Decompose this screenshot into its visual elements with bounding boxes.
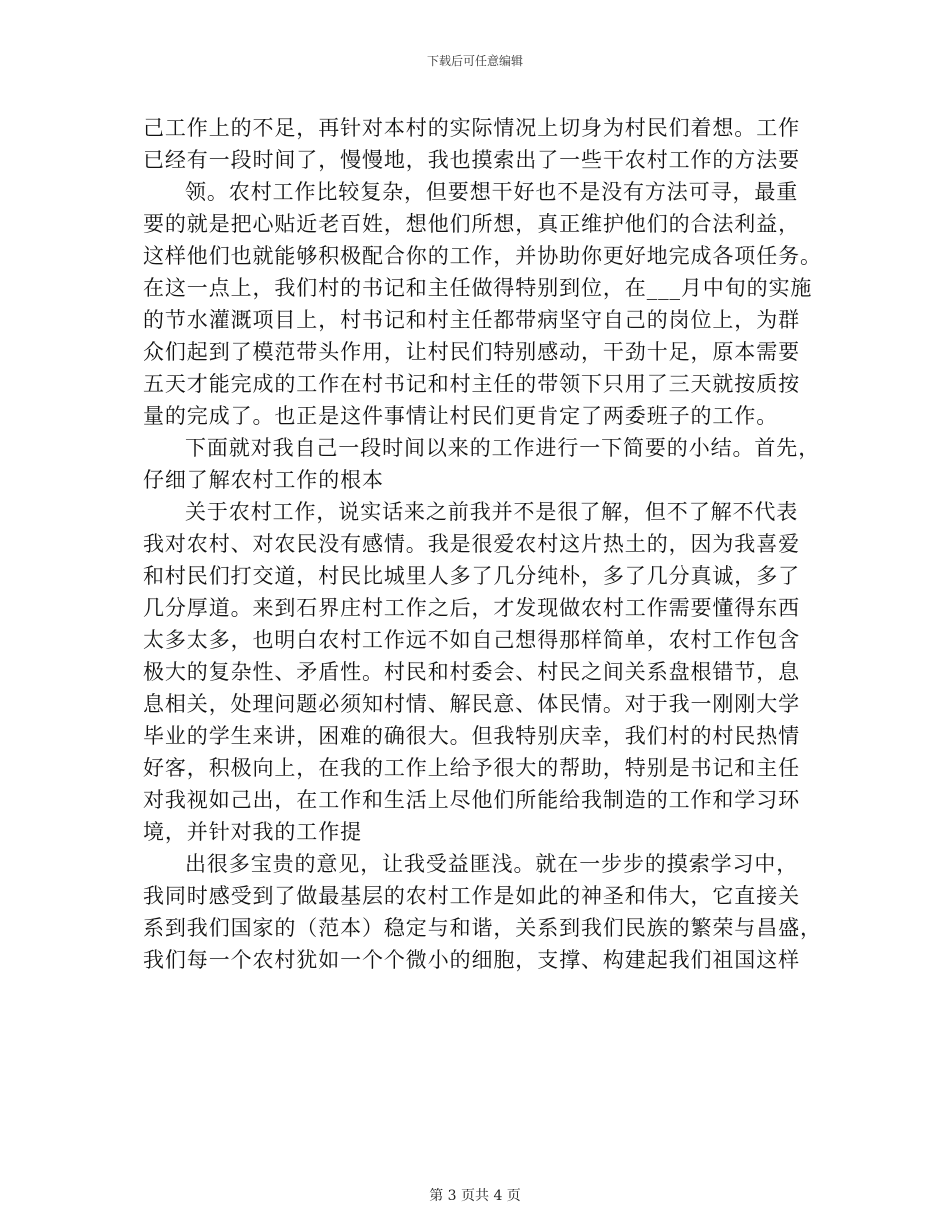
text-line: 关于农村工作，说实话来之前我并不是很了解，但不了解不代表 [185,500,799,524]
text-line: 五天才能完成的工作在村书记和村主任的带领下只用了三天就按质按 [143,372,800,396]
text-line: 的节水灌溉项目上，村书记和村主任都带病坚守自己的岗位上，为群 [143,308,800,332]
text-line: 要的就是把心贴近老百姓，想他们所想，真正维护他们的合法利益， [143,212,800,236]
text-line: 我们每一个农村犹如一个个微小的细胞，支撑、构建起我们祖国这样 [143,948,800,972]
text-line: 领。农村工作比较复杂，但要想干好也不是没有方法可寻，最重 [185,180,799,204]
page-footer: 第 3 页共 4 页 [429,1188,521,1204]
text-line: 我同时感受到了做最基层的农村工作是如此的神圣和伟大，它直接关 [143,884,800,908]
body-text [143,112,823,976]
text-line: 毕业的学生来讲，困难的确很大。但我特别庆幸，我们村的村民热情 [143,724,800,748]
text-line: 太多太多，也明白农村工作远不如自己想得那样简单，农村工作包含 [143,628,800,652]
text-line: 出很多宝贵的意见，让我受益匪浅。就在一步步的摸索学习中， [185,852,799,876]
text-line: 量的完成了。也正是这件事情让村民们更肯定了两委班子的工作。 [143,404,779,428]
text-line: 这样他们也就能够积极配合你的工作，并协助你更好地完成各项任务。 [143,244,822,268]
text-line: 在这一点上，我们村的书记和主任做得特别到位，在___月中旬的实施 [143,276,813,300]
text-line: 和村民们打交道，村民比城里人多了几分纯朴，多了几分真诚，多了 [143,564,800,588]
text-line: 好客，积极向上，在我的工作上给予很大的帮助，特别是书记和主任 [143,756,800,780]
page-header: 下载后可任意编辑 [426,54,523,68]
text-line: 境，并针对我的工作提 [143,820,362,844]
text-line: 系到我们国家的（范本）稳定与和谐，关系到我们民族的繁荣与昌盛， [143,916,822,940]
text-line: 我对农村、对农民没有感情。我是很爱农村这片热土的，因为我喜爱 [143,532,800,556]
text-line: 仔细了解农村工作的根本 [143,468,384,492]
text-line: 己工作上的不足，再针对本村的实际情况上切身为村民们着想。工作 [143,116,800,140]
text-line: 下面就对我自己一段时间以来的工作进行一下简要的小结。首先， [185,436,821,460]
text-line: 已经有一段时间了，慢慢地，我也摸索出了一些干农村工作的方法要 [143,148,800,172]
text-line: 息相关，处理问题必须知村情、解民意、体民情。对于我一刚刚大学 [143,692,800,716]
text-line: 众们起到了模范带头作用，让村民们特别感动，干劲十足，原本需要 [143,340,800,364]
text-line: 几分厚道。来到石界庄村工作之后，才发现做农村工作需要懂得东西 [143,596,800,620]
text-line: 极大的复杂性、矛盾性。村民和村委会、村民之间关系盘根错节，息 [143,660,800,684]
text-line: 对我视如己出，在工作和生活上尽他们所能给我制造的工作和学习环 [143,788,800,812]
